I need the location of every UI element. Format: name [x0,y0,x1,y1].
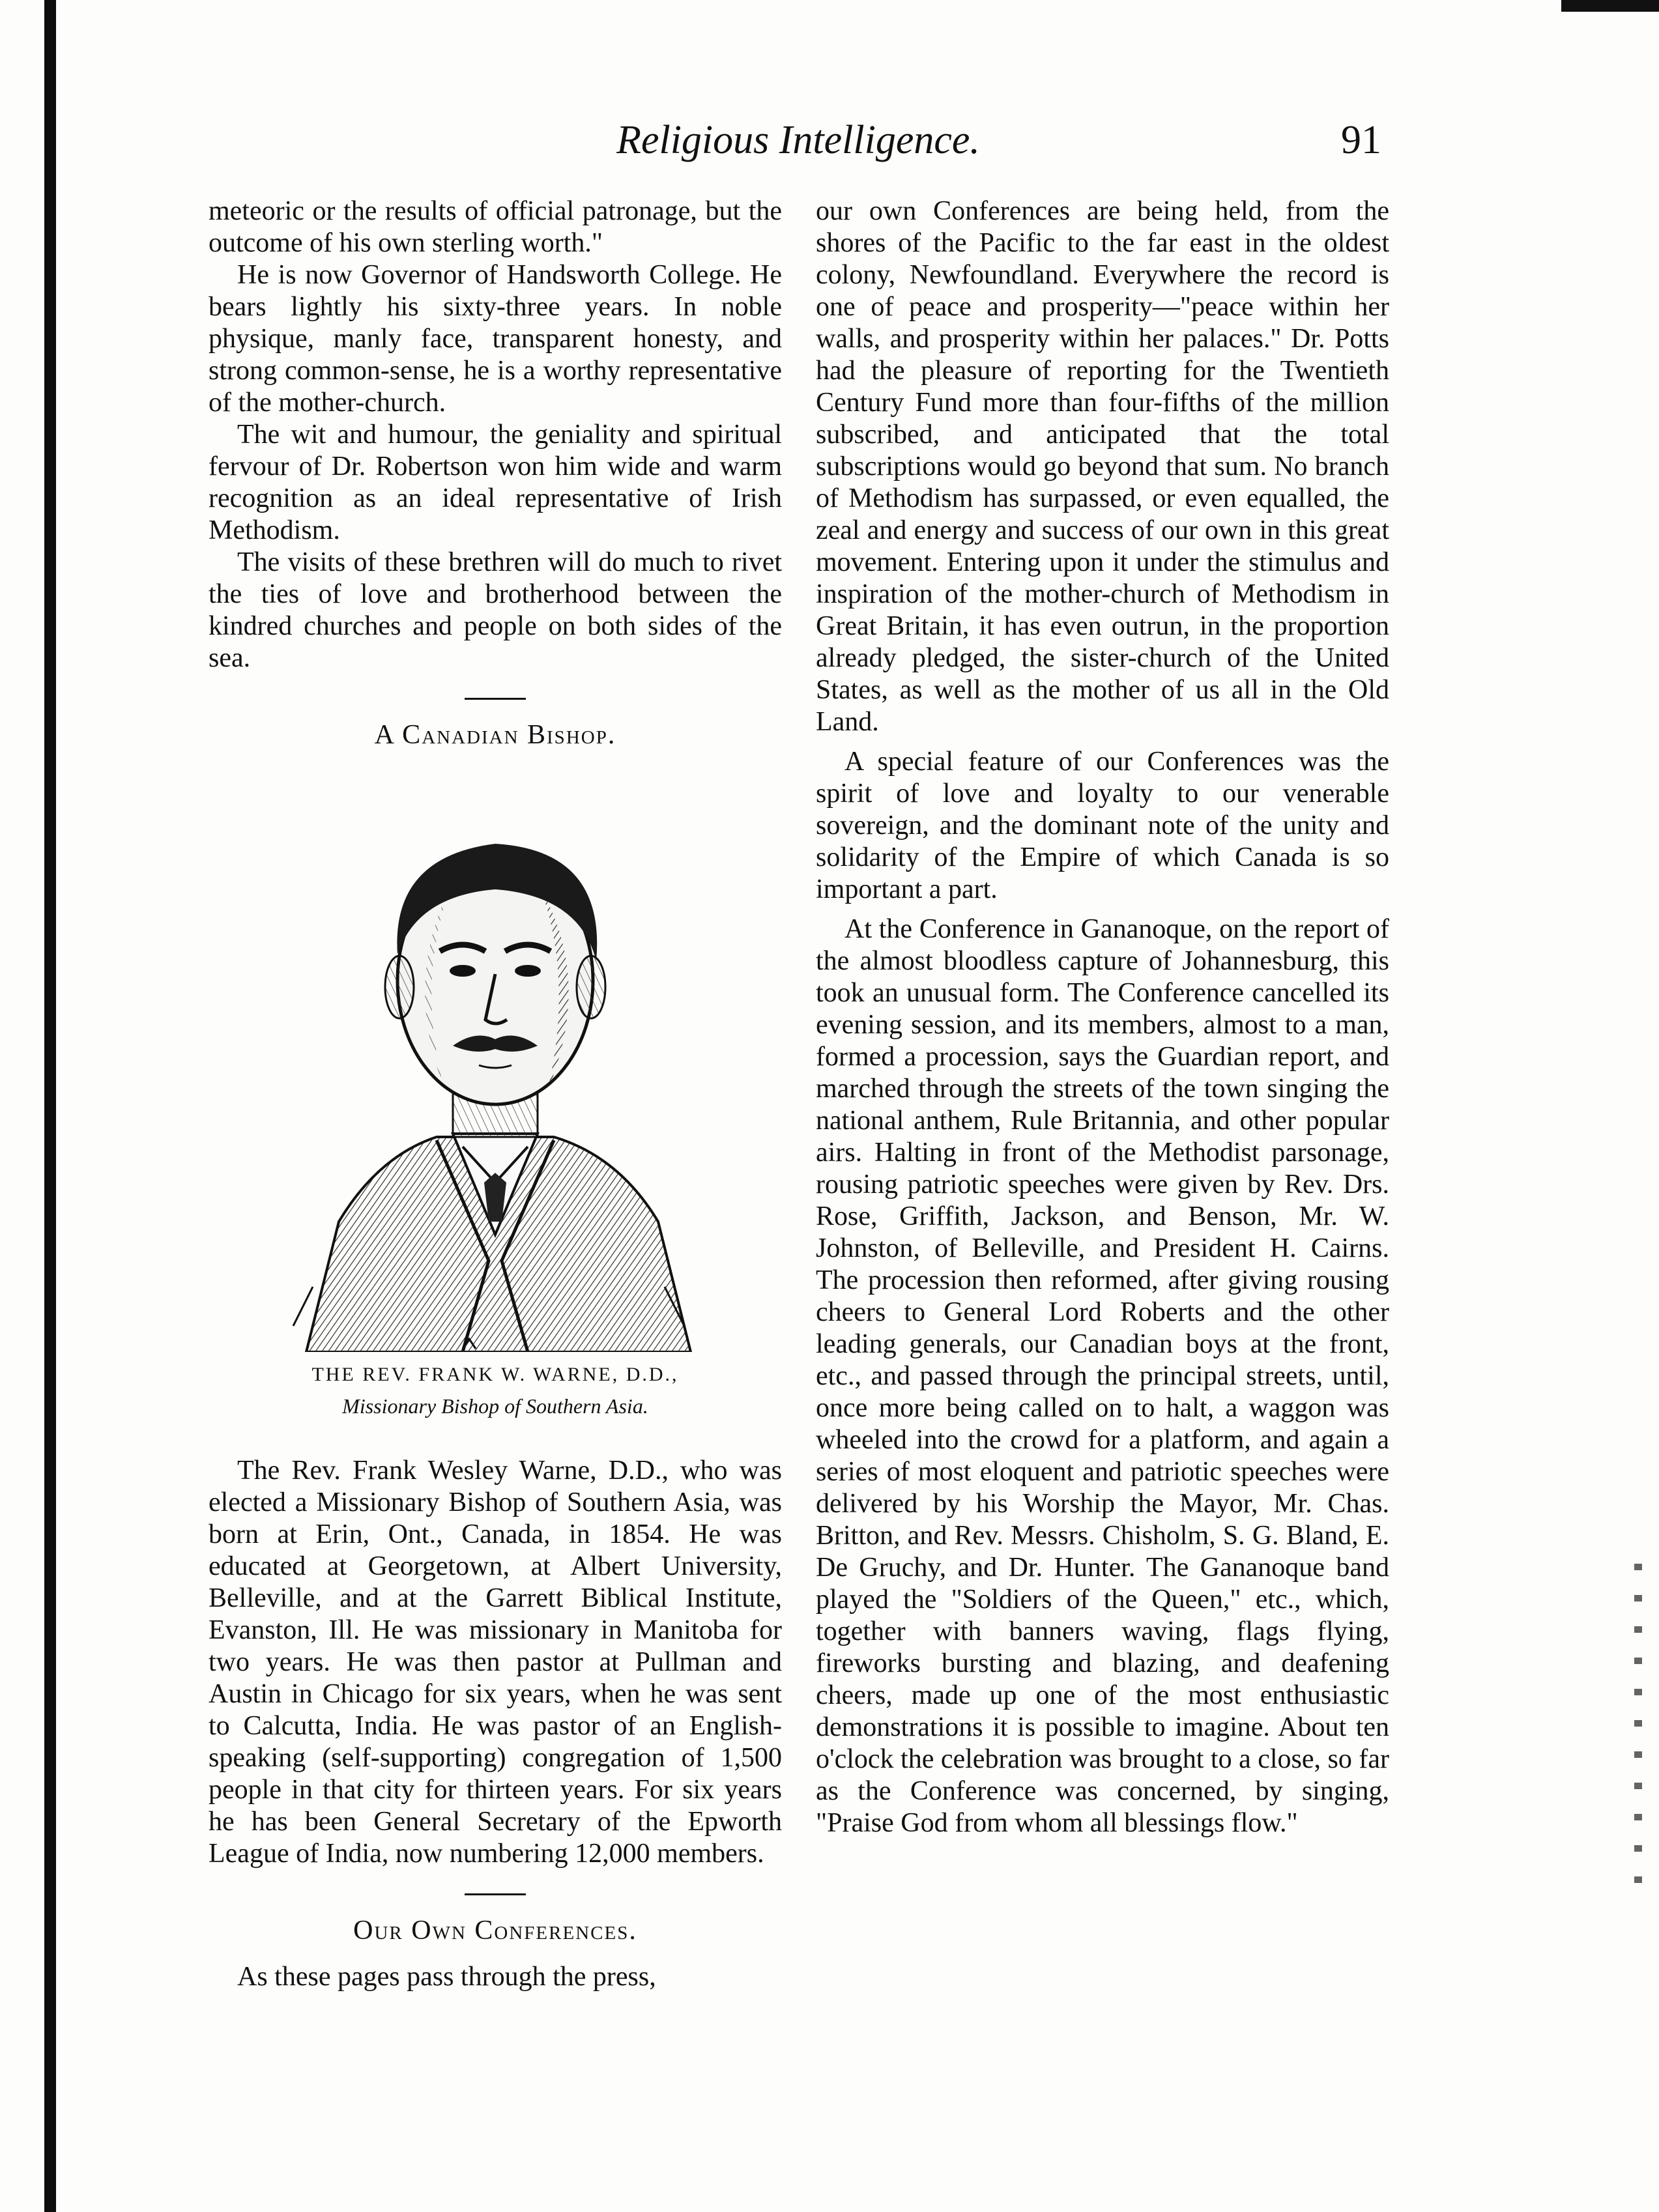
running-head [215,117,1381,176]
section-heading: Our Own Conferences. [353,1916,637,1946]
scan-binding-edge [44,0,56,2212]
paragraph: The visits of these brethren will do much to rivet the ties of love and brotherhood between the kindred churches and people on both sides of the sea. [209,547,782,673]
paragraph: He is now Governor of Handsworth College. He bears lightly his sixty-three years. In noble physique, manly face, transparent honesty, and strong common-sense, he is a worthy representative of the mother-church. [209,260,782,418]
section-divider [465,1893,526,1895]
section-heading: A Canadian Bishop. [374,720,616,750]
paragraph: meteoric or the results of official patronage, but the outcome of his own sterling worth." [209,196,782,258]
right-column [816,195,1389,1839]
running-title: Religious Intelligence. [616,118,980,162]
portrait-caption-name: THE REV. FRANK W. WARNE, D.D., [311,1364,679,1385]
paragraph: our own Conferences are being held, from the shores of the Pacific to the far east in the oldest colony, Newfoundland. Everywhere the record is one of peace and prosperity—"peace within her walls, and prosperity within her palaces." Dr. Potts had the pleasure of reporting for the Twentieth Century Fund more than four-fifths of the million subscribed, and anticipated that the total subscriptions would go beyond that sum. No branch of Methodism has surpassed, or even equalled, the zeal and energy and success of our own in this great movement. Entering upon it under the stimulus and inspiration of the mother-church of Methodism in Great Britain, it has even outrun, in the proportion already pledged, the sister-church of the United States, as well as the mother of us all in the Old Land. [816,196,1389,737]
scan-edge-specks [1634,1564,1642,1903]
engraved-portrait-icon [267,766,723,1352]
paragraph: As these pages pass through the press, [237,1962,656,1992]
page-number: 91 [1341,118,1381,162]
portrait-caption-title: Missionary Bishop of Southern Asia. [342,1394,648,1418]
left-column [209,195,782,1993]
paragraph: The Rev. Frank Wesley Warne, D.D., who was elected a Missionary Bishop of Southern Asia, was born at Erin, Ont., Canada, in 1854. He was educated at Georgetown, at Albert University, Belleville, and at the Garrett Biblical Institute, Evanston, Ill. He was missionary in Manitoba for two years. He was then pastor at Pullman and Austin in Chicago for six years, when he was sent to Calcutta, India. He was pastor of an English-speaking (self-supporting) congregation of 1,500 people in that city for thirteen years. For six years he has been General Secretary of the Epworth League of India, now numbering 12,000 members. [209,1456,782,1869]
paragraph: At the Conference in Gananoque, on the report of the almost bloodless capture of Johannesburg, this took an unusual form. The Conference cancelled its evening session, and its members, almost to a man, formed a procession, says the Guardian report, and marched through the streets of the town singing the national anthem, Rule Britannia, and other popular airs. Halting in front of the Methodist parsonage, rousing patriotic speeches were given by Rev. Drs. Rose, Griffith, Jackson, and Benson, Mr. W. Johnston, of Belleville, and President H. Cairns. The procession then reformed, after giving rousing cheers to General Lord Roberts and the other leading generals, our Canadian boys at the front, etc., and passed through the principal streets, until, once more being called on to halt, a waggon was wheeled into the crowd for a platform, and again a series of most eloquent and patriotic speeches were delivered by his Worship the Mayor, Mr. Chas. Britton, and Rev. Messrs. Chisholm, S. G. Bland, E. De Gruchy, and Dr. Hunter. The Gananoque band played the "Soldiers of the Queen," etc., which, together with banners waving, flags flying, fireworks bursting and blazing, and deafening cheers, made up one of the most enthusiastic demonstrations it is possible to imagine. About ten o'clock the celebration was brought to a close, so far as the Conference was concerned, by singing, "Praise God from whom all blessings flow." [816,914,1389,1838]
scan-corner-mark [1561,0,1659,12]
paragraph: The wit and humour, the geniality and spiritual fervour of Dr. Robertson won him wide and warm recognition as an ideal representative of Irish Methodism. [209,420,782,545]
section-divider [465,698,526,700]
paragraph: A special feature of our Conferences was the spirit of love and loyalty to our venerable sovereign, and the dominant note of the unity and solidarity of the Empire of which Canada is so important a part. [816,747,1389,904]
